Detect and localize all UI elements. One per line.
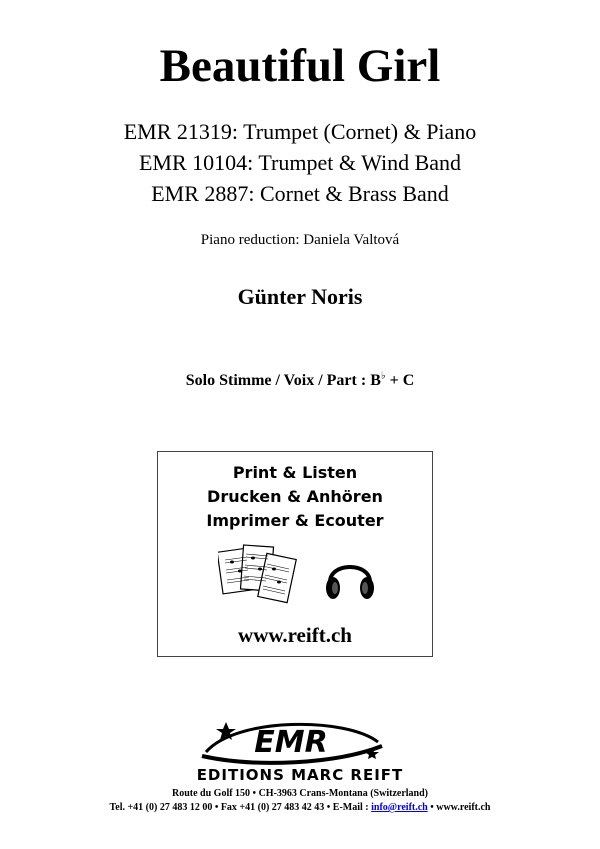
page-title: Beautiful Girl	[159, 40, 441, 92]
promo-line-de: Drucken & Anhören	[207, 487, 383, 506]
part-prefix: Solo Stimme / Voix / Part : B	[185, 372, 381, 389]
edition-line: EMR 2887: Cornet & Brass Band	[151, 181, 449, 206]
edition-line: EMR 21319: Trumpet (Cornet) & Piano	[123, 119, 477, 144]
promo-line-fr: Imprimer & Ecouter	[206, 511, 384, 530]
contact-suffix: • www.reift.ch	[427, 802, 491, 813]
sheet-music-icon	[218, 544, 300, 606]
headphones-icon	[322, 552, 378, 604]
publisher-contact	[0, 801, 600, 815]
publisher-address: Route du Golf 150 • CH-3963 Crans-Montana (Switzerland)	[172, 788, 428, 799]
contact-prefix: Tel. +41 (0) 27 483 12 00 • Fax +41 (0) 27 483 42 43 • E-Mail :	[109, 802, 372, 813]
flat-symbol: ♭	[380, 370, 386, 382]
part-suffix: + C	[385, 372, 415, 389]
promo-url[interactable]: www.reift.ch	[238, 623, 352, 647]
edition-line: EMR 10104: Trumpet & Wind Band	[138, 150, 462, 175]
composer-name: Günter Noris	[237, 284, 363, 309]
promo-line-en: Print & Listen	[232, 463, 358, 482]
arranger-credit: Piano reduction: Daniela Valtová	[200, 232, 400, 248]
publisher-name: EDITIONS MARC REIFT	[196, 766, 404, 784]
email-link[interactable]: info@reift.ch	[371, 802, 428, 813]
svg-text:EMR: EMR	[254, 725, 328, 760]
print-listen-box	[157, 451, 433, 657]
part-label	[0, 370, 600, 392]
emr-logo	[196, 712, 386, 766]
